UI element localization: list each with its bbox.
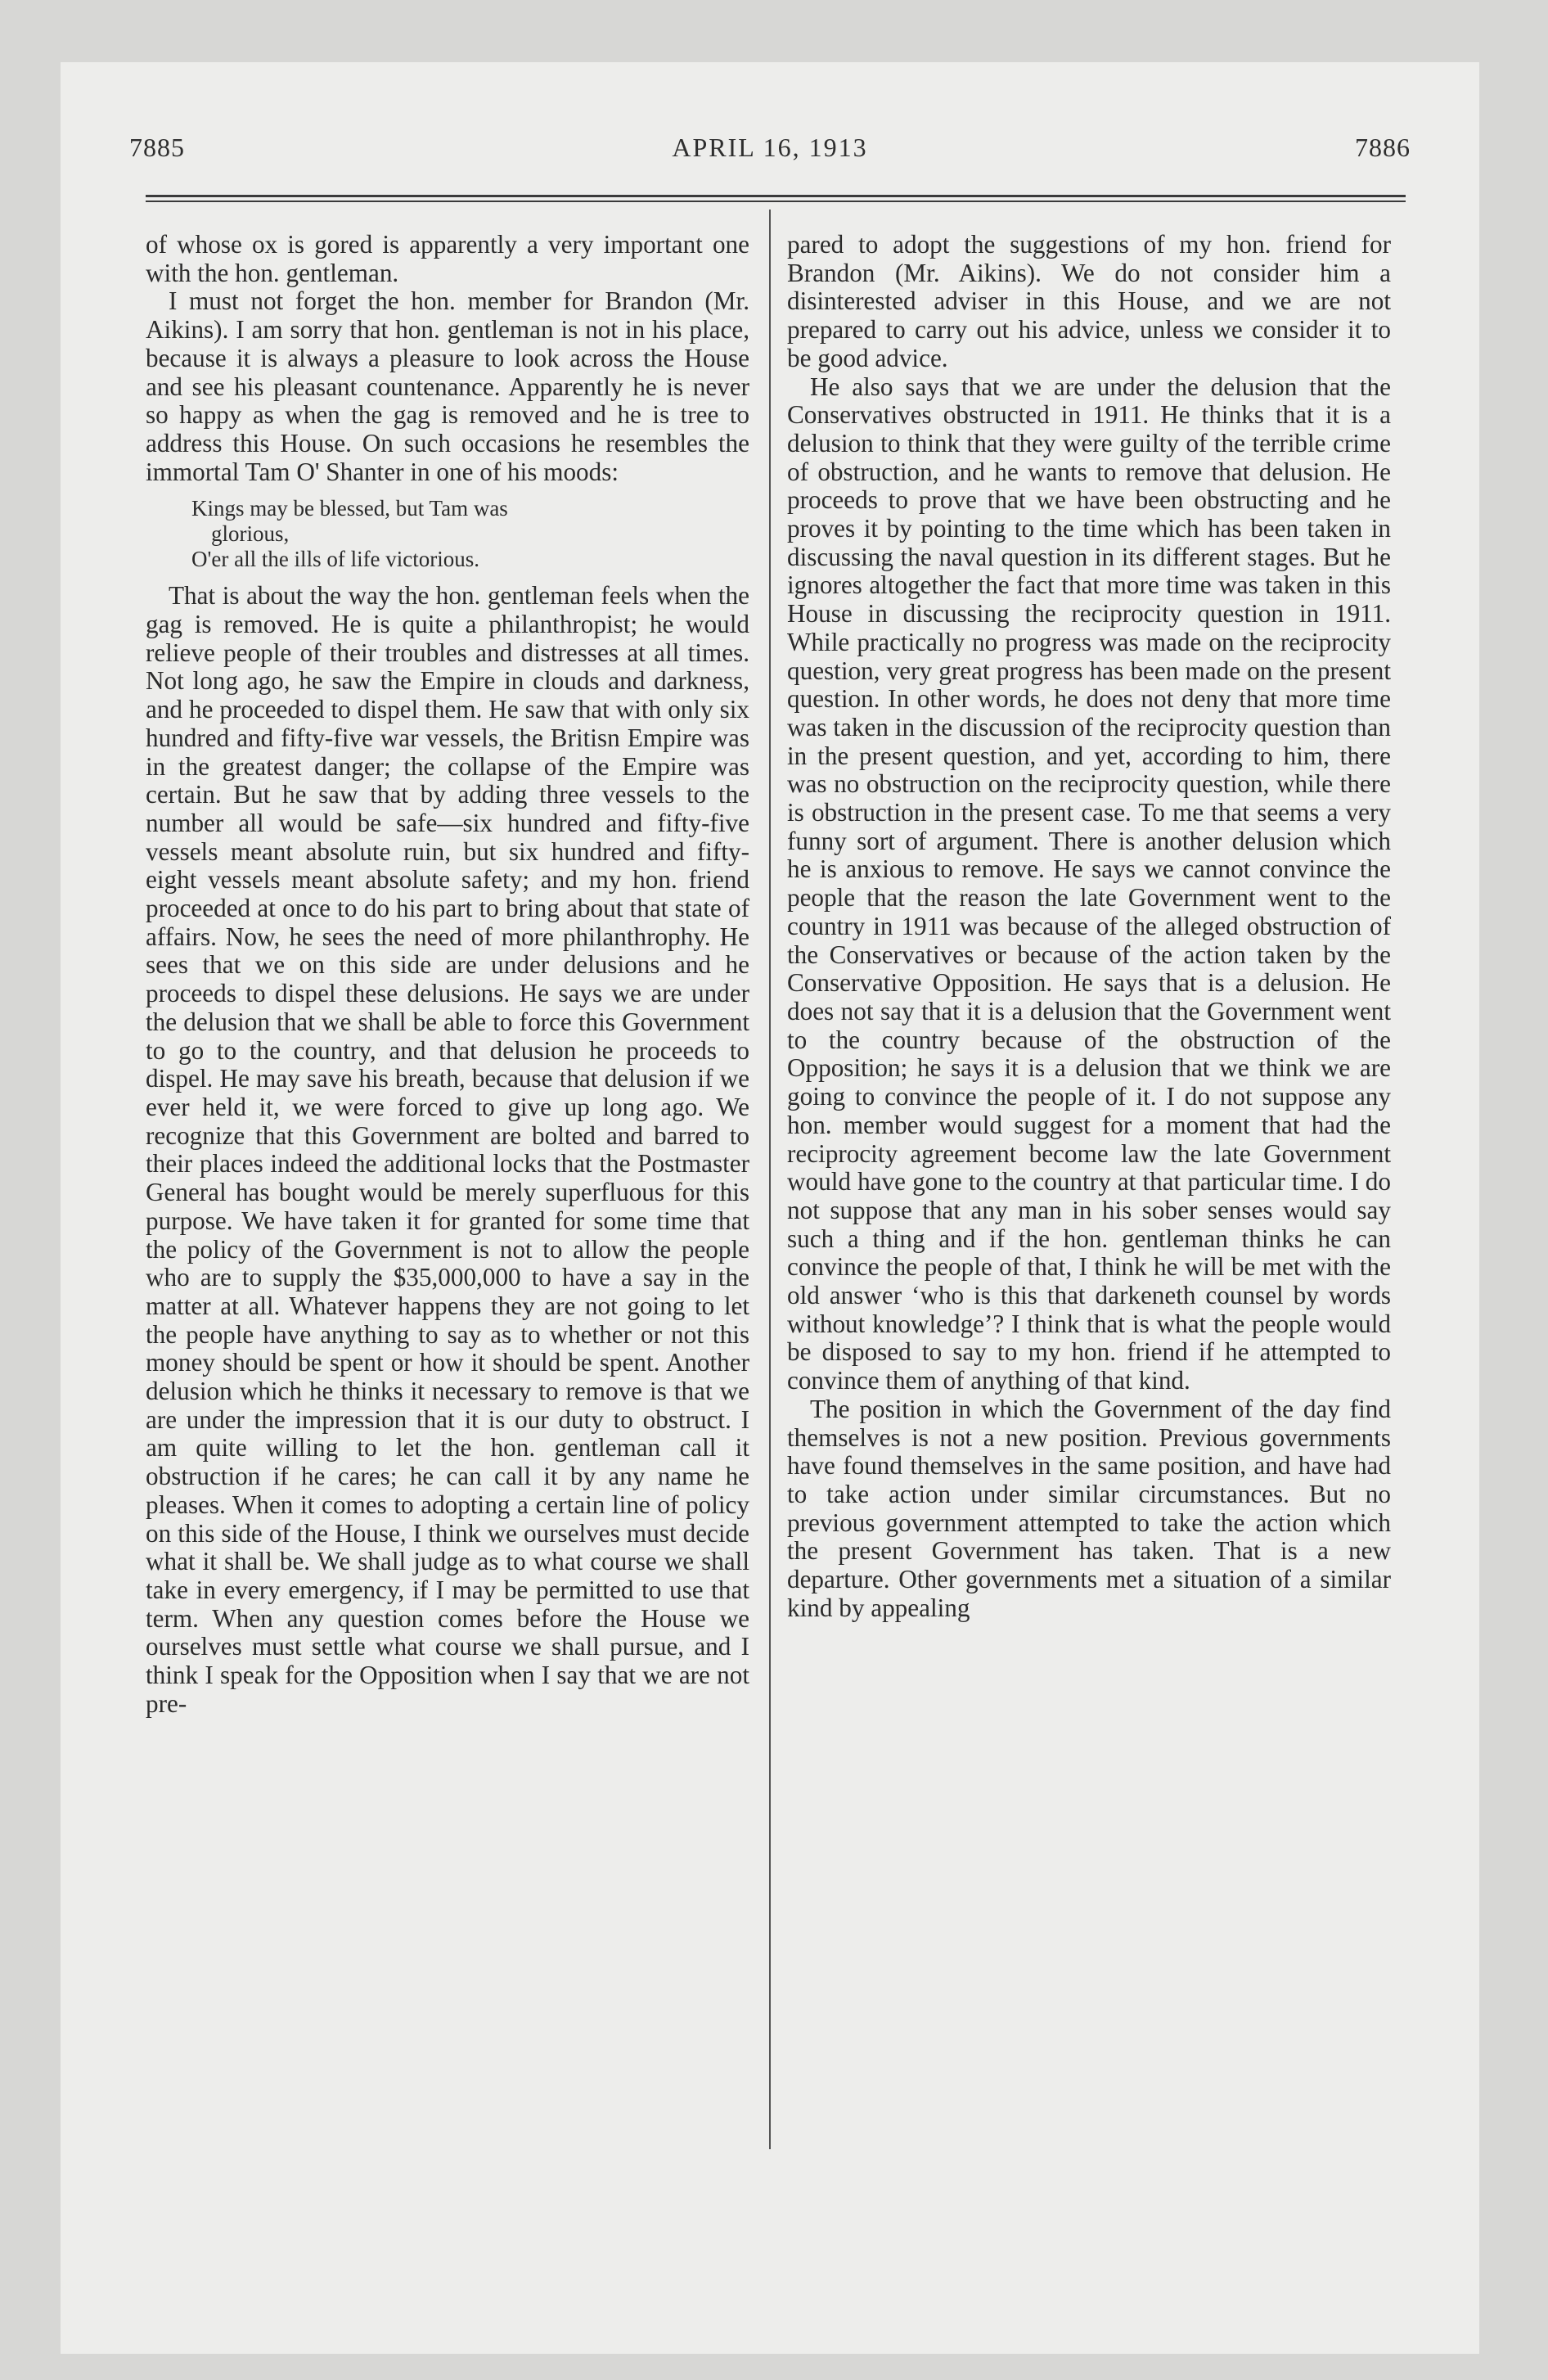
right-paragraph-1: pared to adopt the suggestions of my hon. friend for Brandon (Mr. Aikins). We do not consider him a disinterested adviser in this House, and we are not prepared to carry out his advice, unless we consider it to be good advice. — [787, 230, 1391, 372]
left-paragraph-2: I must not forget the hon. member for Brandon (Mr. Aikins). I am sorry that hon. gentleman is not in his place, because it is always a pleasure to look across the House and see his pleasant countenance. Apparently he is never so happy as when the gag is removed and he is tree to address this House. On such occasions he resembles the immortal Tam O' Shanter in one of his moods: — [146, 286, 749, 486]
left-paragraph-1: of whose ox is gored is apparently a very important one with the hon. gentleman. — [146, 230, 749, 287]
right-paragraph-3: The position in which the Government of the day find themselves is not a new position. Previous governments have found themselves in the same position, and have had to take action under similar circumstances. But no previous government attempted to take the action which the present Government has taken. That is a new departure. Other governments met a situation of a similar kind by appealing — [787, 1394, 1391, 1622]
verse-line-1: Kings may be blessed, but Tam was — [191, 496, 508, 521]
verse-quote — [191, 496, 749, 572]
page-number-right: 7886 — [1355, 133, 1411, 162]
verse-line-2: glorious, — [211, 521, 290, 547]
header-rule-bottom — [146, 201, 1406, 202]
column-divider — [769, 210, 771, 2149]
left-column — [146, 231, 749, 1718]
header-rule-top — [146, 195, 1406, 197]
right-paragraph-2: He also says that we are under the delusion that the Conservatives obstructed in 1911. He thinks that it is a delusion to think that they were guilty of the terrible crime of obstruction, and he wants to remove that delusion. He proceeds to prove that we have been obstructing and he proves it by pointing to the time which has been taken in discussing the naval question in its different stages. But he ignores altogether the fact that more time was taken in this House in discussing the reciprocity question in 1911. While practically no progress was made on the reciprocity question, very great progress has been made on the present question. In other words, he does not deny that more time was taken in the discussion of the reciprocity question than in the present question, and yet, according to him, there was no obstruction on the reciprocity question, while there is obstruction in the present case. To me that seems a very funny sort of argument. There is another delusion which he is anxious to remove. He says we cannot convince the people that the reason the late Government went to the country in 1911 was because of the alleged obstruction of the Conservatives or because of the action taken by the Conservative Opposition. He says that is a delusion. He does not say that it is a delusion that the Government went to the country because of the obstruction of the Opposition; he says it is a delusion that we think we are going to convince the people of it. I do not suppose any hon. member would suggest for a moment that had the reciprocity agreement become law the late Government would have gone to the country at that particular time. I do not suppose that any man in his sober senses would say such a thing and if the hon. gentleman thinks he can convince the people of that, I think he will be met with the old answer ‘who is this that darkeneth counsel by words without knowledge’? I think that is what the people would be disposed to say to my hon. friend if he attempted to convince them of anything of that kind. — [787, 372, 1391, 1395]
page-date: APRIL 16, 1913 — [672, 133, 868, 162]
page-number-left: 7885 — [129, 133, 185, 162]
hansard-page — [61, 62, 1479, 2354]
left-paragraph-3: That is about the way the hon. gentleman feels when the gag is removed. He is quite a philanthropist; he would relieve people of their troubles and distresses at all times. Not long ago, he saw the Empire in clouds and darkness, and he proceeded to dispel them. He saw that with only six hundred and fifty-five war vessels, the Britisn Empire was in the greatest danger; the collapse of the Empire was certain. But he saw that by adding three vessels to the number all would be safe—six hundred and fifty-five vessels meant absolute ruin, but six hundred and fifty-eight vessels meant absolute safety; and my hon. friend proceeded at once to do his part to bring about that state of affairs. Now, he sees the need of more philanthrophy. He sees that we on this side are under delusions and he proceeds to dispel these delusions. He says we are under the delusion that we shall be able to force this Government to go to the country, and that delusion he proceeds to dispel. He may save his breath, because that delusion if we ever held it, we were forced to give up long ago. We recognize that this Government are bolted and barred to their places indeed the additional locks that the Postmaster General has bought would be merely superfluous for this purpose. We have taken it for granted for some time that the policy of the Government is not to allow the people who are to supply the $35,000,000 to have a say in the matter at all. Whatever happens they are not going to let the people have anything to say as to whether or not this money should be spent or how it should be spent. Another delusion which he thinks it necessary to remove is that we are under the impression that it is our duty to obstruct. I am quite willing to let the hon. gentleman call it obstruction if he cares; he can call it by any name he pleases. When it comes to adopting a certain line of policy on this side of the House, I think we ourselves must decide what it shall be. We shall judge as to what course we shall take in every emergency, if I may be permitted to use that term. When any question comes before the House we ourselves must settle what course we shall pursue, and I think I speak for the Opposition when I say that we are not pre- — [146, 581, 749, 1718]
verse-line-3: O'er all the ills of life victorious. — [191, 547, 480, 572]
right-column — [787, 231, 1391, 1622]
